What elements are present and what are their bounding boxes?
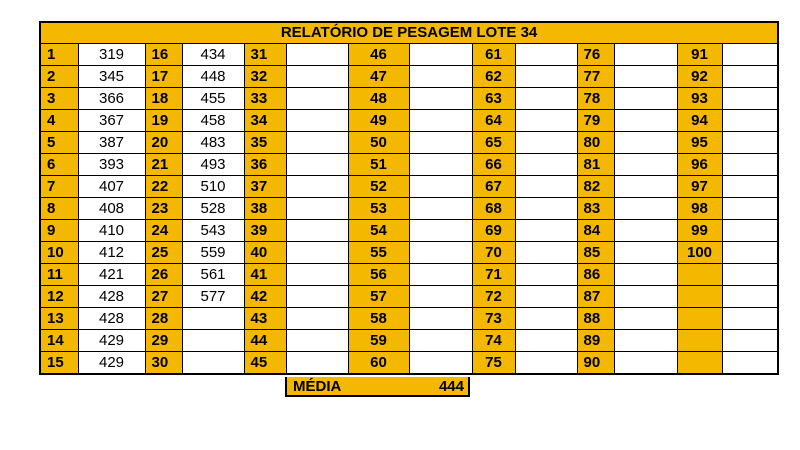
weight-cell: 367 (78, 110, 145, 132)
weight-cell: 455 (182, 88, 244, 110)
weight-cell (614, 198, 677, 220)
weight-cell (614, 44, 677, 66)
weight-cell: 345 (78, 66, 145, 88)
row-number-cell: 56 (348, 264, 409, 286)
row-number-cell: 68 (472, 198, 515, 220)
weight-cell: 434 (182, 44, 244, 66)
row-number-cell: 25 (145, 242, 182, 264)
weight-cell (409, 220, 472, 242)
row-number-cell: 63 (472, 88, 515, 110)
weight-cell: 410 (78, 220, 145, 242)
weight-cell (515, 308, 577, 330)
row-number-cell: 45 (244, 352, 286, 375)
table-row (40, 220, 778, 242)
row-number-cell: 94 (677, 110, 722, 132)
row-number-cell: 80 (577, 132, 614, 154)
table-row (40, 154, 778, 176)
row-number-cell: 99 (677, 220, 722, 242)
weight-cell: 458 (182, 110, 244, 132)
row-number-cell: 62 (472, 66, 515, 88)
weight-cell (409, 176, 472, 198)
weight-cell (515, 44, 577, 66)
weight-cell: 561 (182, 264, 244, 286)
weight-cell: 408 (78, 198, 145, 220)
table-row (40, 44, 778, 66)
row-number-cell: 40 (244, 242, 286, 264)
weight-cell (286, 198, 348, 220)
weight-cell (722, 286, 778, 308)
weight-cell (286, 264, 348, 286)
weight-cell (722, 352, 778, 375)
row-number-cell: 52 (348, 176, 409, 198)
table-row (40, 352, 778, 375)
weight-cell (409, 286, 472, 308)
row-number-cell: 20 (145, 132, 182, 154)
weight-cell: 559 (182, 242, 244, 264)
weight-cell (286, 220, 348, 242)
weight-cell (722, 110, 778, 132)
weight-cell: 528 (182, 198, 244, 220)
weight-cell (515, 66, 577, 88)
weight-cell (409, 154, 472, 176)
weight-cell (182, 330, 244, 352)
weight-cell (286, 44, 348, 66)
row-number-cell: 6 (40, 154, 78, 176)
weight-cell: 543 (182, 220, 244, 242)
row-number-cell: 28 (145, 308, 182, 330)
weight-cell (286, 176, 348, 198)
weight-cell (182, 308, 244, 330)
row-number-cell: 67 (472, 176, 515, 198)
row-number-cell: 83 (577, 198, 614, 220)
table-row (40, 264, 778, 286)
row-number-cell: 75 (472, 352, 515, 375)
weight-cell: 577 (182, 286, 244, 308)
row-number-cell: 53 (348, 198, 409, 220)
row-number-cell: 32 (244, 66, 286, 88)
weight-cell (286, 66, 348, 88)
weight-cell (286, 352, 348, 375)
row-number-cell: 76 (577, 44, 614, 66)
row-number-cell: 88 (577, 308, 614, 330)
table-row (40, 198, 778, 220)
row-number-cell: 60 (348, 352, 409, 375)
weight-cell: 483 (182, 132, 244, 154)
weight-cell (182, 352, 244, 375)
weight-cell: 510 (182, 176, 244, 198)
weight-cell (409, 242, 472, 264)
row-number-cell: 59 (348, 330, 409, 352)
row-number-cell: 92 (677, 66, 722, 88)
row-number-cell: 85 (577, 242, 614, 264)
row-number-cell: 74 (472, 330, 515, 352)
row-number-cell: 21 (145, 154, 182, 176)
row-number-cell: 47 (348, 66, 409, 88)
weight-cell (614, 88, 677, 110)
row-number-cell: 27 (145, 286, 182, 308)
row-number-cell: 93 (677, 88, 722, 110)
row-number-cell: 78 (577, 88, 614, 110)
row-number-cell: 13 (40, 308, 78, 330)
weight-cell (515, 176, 577, 198)
weight-cell (286, 242, 348, 264)
weight-cell (722, 44, 778, 66)
weight-cell (409, 352, 472, 375)
row-number-cell: 18 (145, 88, 182, 110)
row-number-cell: 42 (244, 286, 286, 308)
weight-cell (515, 220, 577, 242)
row-number-cell: 3 (40, 88, 78, 110)
weight-cell (722, 154, 778, 176)
row-number-cell: 61 (472, 44, 515, 66)
row-number-cell: 87 (577, 286, 614, 308)
weight-cell: 429 (78, 352, 145, 375)
row-number-cell: 100 (677, 242, 722, 264)
table-row (40, 88, 778, 110)
row-number-cell (677, 264, 722, 286)
row-number-cell (677, 352, 722, 375)
row-number-cell: 43 (244, 308, 286, 330)
row-number-cell: 36 (244, 154, 286, 176)
row-number-cell: 98 (677, 198, 722, 220)
weight-cell (515, 264, 577, 286)
table-row (40, 308, 778, 330)
weight-cell (614, 264, 677, 286)
weight-cell (286, 308, 348, 330)
table-row (40, 66, 778, 88)
weight-cell: 421 (78, 264, 145, 286)
weight-cell (409, 66, 472, 88)
weight-cell (409, 132, 472, 154)
row-number-cell: 81 (577, 154, 614, 176)
weight-cell: 493 (182, 154, 244, 176)
table-row (40, 110, 778, 132)
row-number-cell: 24 (145, 220, 182, 242)
weight-cell (286, 88, 348, 110)
row-number-cell: 17 (145, 66, 182, 88)
row-number-cell: 84 (577, 220, 614, 242)
row-number-cell: 16 (145, 44, 182, 66)
row-number-cell: 50 (348, 132, 409, 154)
weight-cell (614, 110, 677, 132)
row-number-cell: 73 (472, 308, 515, 330)
weight-cell (614, 220, 677, 242)
weight-cell (409, 88, 472, 110)
weight-cell (614, 286, 677, 308)
row-number-cell: 64 (472, 110, 515, 132)
weight-cell (722, 264, 778, 286)
row-number-cell: 31 (244, 44, 286, 66)
weight-cell (614, 66, 677, 88)
row-number-cell: 7 (40, 176, 78, 198)
weight-cell (286, 132, 348, 154)
row-number-cell: 23 (145, 198, 182, 220)
weight-cell (722, 242, 778, 264)
row-number-cell: 34 (244, 110, 286, 132)
weight-cell (286, 286, 348, 308)
weight-cell (409, 110, 472, 132)
row-number-cell: 49 (348, 110, 409, 132)
weight-cell (614, 132, 677, 154)
weight-cell (722, 308, 778, 330)
row-number-cell: 8 (40, 198, 78, 220)
row-number-cell: 15 (40, 352, 78, 375)
weight-cell (722, 132, 778, 154)
row-number-cell: 41 (244, 264, 286, 286)
row-number-cell: 26 (145, 264, 182, 286)
weight-cell: 412 (78, 242, 145, 264)
row-number-cell: 46 (348, 44, 409, 66)
row-number-cell: 90 (577, 352, 614, 375)
weight-cell: 428 (78, 286, 145, 308)
weight-cell (409, 198, 472, 220)
weight-cell (515, 110, 577, 132)
weight-cell: 319 (78, 44, 145, 66)
row-number-cell: 14 (40, 330, 78, 352)
row-number-cell (677, 286, 722, 308)
row-number-cell: 71 (472, 264, 515, 286)
row-number-cell: 66 (472, 154, 515, 176)
row-number-cell: 57 (348, 286, 409, 308)
row-number-cell: 51 (348, 154, 409, 176)
weight-cell (515, 352, 577, 375)
weight-cell: 393 (78, 154, 145, 176)
row-number-cell: 33 (244, 88, 286, 110)
row-number-cell (677, 330, 722, 352)
weight-cell (515, 286, 577, 308)
weight-cell (409, 44, 472, 66)
row-number-cell: 48 (348, 88, 409, 110)
row-number-cell: 38 (244, 198, 286, 220)
row-number-cell: 70 (472, 242, 515, 264)
row-number-cell: 97 (677, 176, 722, 198)
row-number-cell: 58 (348, 308, 409, 330)
row-number-cell: 86 (577, 264, 614, 286)
weight-cell (515, 242, 577, 264)
average-box (285, 377, 470, 397)
table-row (40, 286, 778, 308)
weight-cell (722, 330, 778, 352)
table-row (40, 176, 778, 198)
weight-cell (286, 330, 348, 352)
weight-cell: 428 (78, 308, 145, 330)
row-number-cell: 91 (677, 44, 722, 66)
weight-cell (614, 352, 677, 375)
weight-cell (614, 308, 677, 330)
row-number-cell: 9 (40, 220, 78, 242)
row-number-cell: 22 (145, 176, 182, 198)
row-number-cell: 19 (145, 110, 182, 132)
row-number-cell: 65 (472, 132, 515, 154)
row-number-cell: 12 (40, 286, 78, 308)
table-row (40, 132, 778, 154)
weight-cell (722, 198, 778, 220)
weight-cell (515, 154, 577, 176)
row-number-cell: 4 (40, 110, 78, 132)
row-number-cell: 96 (677, 154, 722, 176)
weight-cell (409, 264, 472, 286)
row-number-cell: 82 (577, 176, 614, 198)
row-number-cell: 89 (577, 330, 614, 352)
weight-cell (515, 88, 577, 110)
table-row (40, 330, 778, 352)
row-number-cell: 54 (348, 220, 409, 242)
weight-cell: 448 (182, 66, 244, 88)
average-value: 444 (438, 378, 464, 395)
table-row (40, 242, 778, 264)
row-number-cell: 79 (577, 110, 614, 132)
weight-cell: 387 (78, 132, 145, 154)
weight-cell (409, 308, 472, 330)
row-number-cell: 37 (244, 176, 286, 198)
weight-cell (722, 176, 778, 198)
row-number-cell: 72 (472, 286, 515, 308)
row-number-cell: 5 (40, 132, 78, 154)
weight-cell (722, 88, 778, 110)
row-number-cell: 77 (577, 66, 614, 88)
row-number-cell: 95 (677, 132, 722, 154)
weight-cell (614, 330, 677, 352)
row-number-cell: 44 (244, 330, 286, 352)
row-number-cell: 39 (244, 220, 286, 242)
weight-cell: 429 (78, 330, 145, 352)
row-number-cell: 69 (472, 220, 515, 242)
weight-cell: 407 (78, 176, 145, 198)
row-number-cell: 10 (40, 242, 78, 264)
row-number-cell: 55 (348, 242, 409, 264)
weight-cell (409, 330, 472, 352)
weight-cell (286, 154, 348, 176)
row-number-cell: 11 (40, 264, 78, 286)
row-number-cell: 1 (40, 44, 78, 66)
weight-cell (722, 66, 778, 88)
weight-cell (515, 330, 577, 352)
weight-cell (614, 176, 677, 198)
row-number-cell: 30 (145, 352, 182, 375)
weight-cell (515, 132, 577, 154)
weighing-report-table (39, 21, 779, 375)
row-number-cell: 2 (40, 66, 78, 88)
average-label: MÉDIA (293, 378, 342, 395)
weight-cell (614, 154, 677, 176)
weight-cell (614, 242, 677, 264)
weight-cell: 366 (78, 88, 145, 110)
row-number-cell (677, 308, 722, 330)
row-number-cell: 29 (145, 330, 182, 352)
report-title: RELATÓRIO DE PESAGEM LOTE 34 (40, 22, 778, 44)
weight-cell (722, 220, 778, 242)
weight-cell (286, 110, 348, 132)
row-number-cell: 35 (244, 132, 286, 154)
weight-cell (515, 198, 577, 220)
